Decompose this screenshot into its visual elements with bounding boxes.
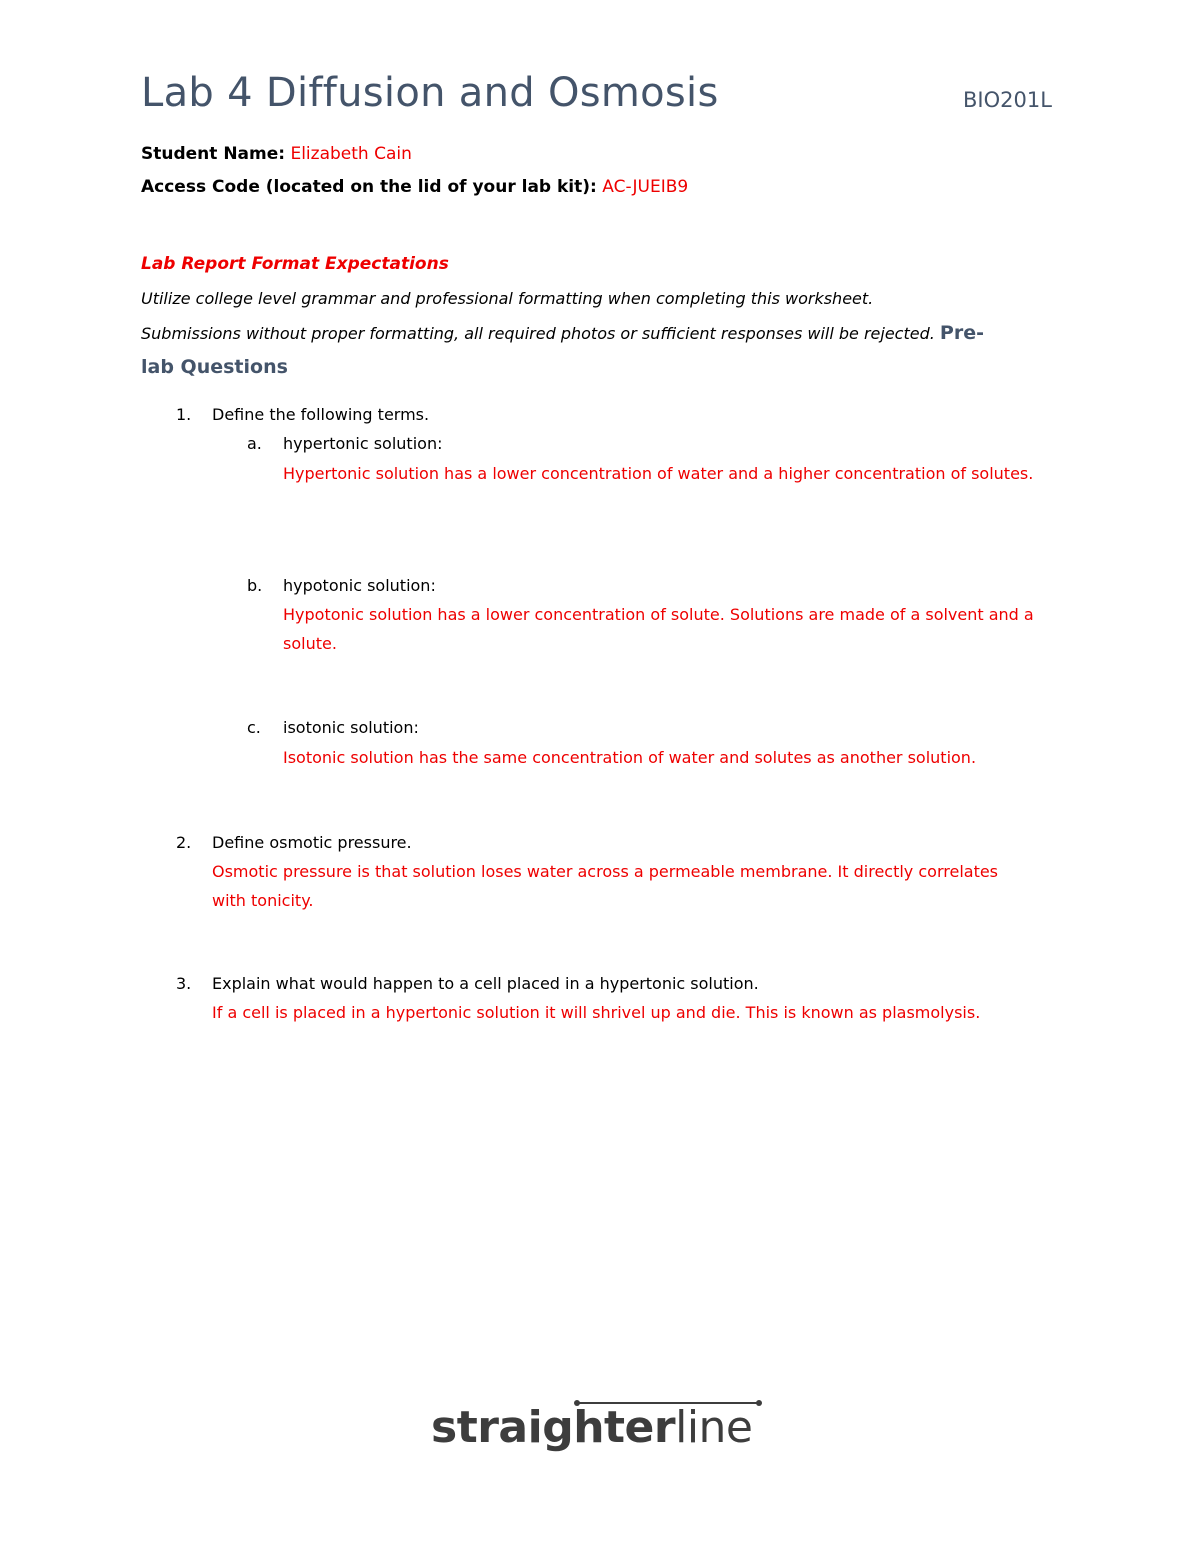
question-1b-text: hypotonic solution:: [283, 576, 436, 595]
straighterline-logo: [431, 1398, 761, 1460]
question-3-text: Explain what would happen to a cell placed in a hypertonic solution.: [212, 974, 759, 993]
question-2-text: Define osmotic pressure.: [212, 833, 412, 852]
question-1a-text: hypertonic solution:: [283, 434, 443, 453]
question-1c-letter: c.: [247, 718, 261, 737]
question-1b-answer: Hypotonic solution has a lower concentration of solute. Solutions are made of a solvent and a solute.: [283, 605, 1034, 653]
logo-dot-right: [756, 1400, 762, 1406]
logo-bold-text: straighter: [431, 1402, 676, 1453]
course-code: BIO201L: [963, 88, 1052, 112]
question-2-answer: Osmotic pressure is that solution loses water across a permeable membrane. It directly correlates with tonicity.: [212, 862, 999, 910]
student-name-value: Elizabeth Cain: [290, 144, 412, 164]
question-1-number: 1.: [176, 405, 192, 424]
question-3-answer: If a cell is placed in a hypertonic solution it will shrivel up and die. This is known as plasmolysis.: [212, 1003, 981, 1022]
logo-wordmark: [431, 1398, 753, 1458]
expectations-line-2-text: Submissions without proper formatting, all required photos or sufficient responses will be rejected.: [141, 324, 935, 343]
format-expectations-heading: Lab Report Format Expectations: [141, 254, 449, 274]
student-name-label: Student Name:: [141, 144, 286, 164]
expectations-line-1: Utilize college level grammar and professional formatting when completing this worksheet.: [141, 289, 874, 308]
access-code-line: [141, 177, 688, 197]
expectations-line-2: [141, 322, 984, 344]
question-1a-answer: Hypertonic solution has a lower concentration of water and a higher concentration of solutes.: [283, 464, 1034, 483]
access-code-value: AC-JUEIB9: [602, 177, 689, 197]
logo-light-text: line: [675, 1402, 753, 1453]
access-code-label: Access Code (located on the lid of your lab kit):: [141, 177, 597, 197]
question-2-number: 2.: [176, 833, 192, 852]
prelab-heading-part2: lab Questions: [141, 356, 288, 378]
question-3-number: 3.: [176, 974, 192, 993]
question-1c-answer: Isotonic solution has the same concentration of water and solutes as another solution.: [283, 748, 977, 767]
prelab-heading-part1: Pre-: [939, 322, 984, 344]
question-1a-letter: a.: [247, 434, 262, 453]
question-1b-letter: b.: [247, 576, 263, 595]
question-1-text: Define the following terms.: [212, 405, 430, 424]
page-title: Lab 4 Diffusion and Osmosis: [141, 70, 719, 116]
student-name-line: [141, 144, 412, 164]
question-1c-text: isotonic solution:: [283, 718, 419, 737]
